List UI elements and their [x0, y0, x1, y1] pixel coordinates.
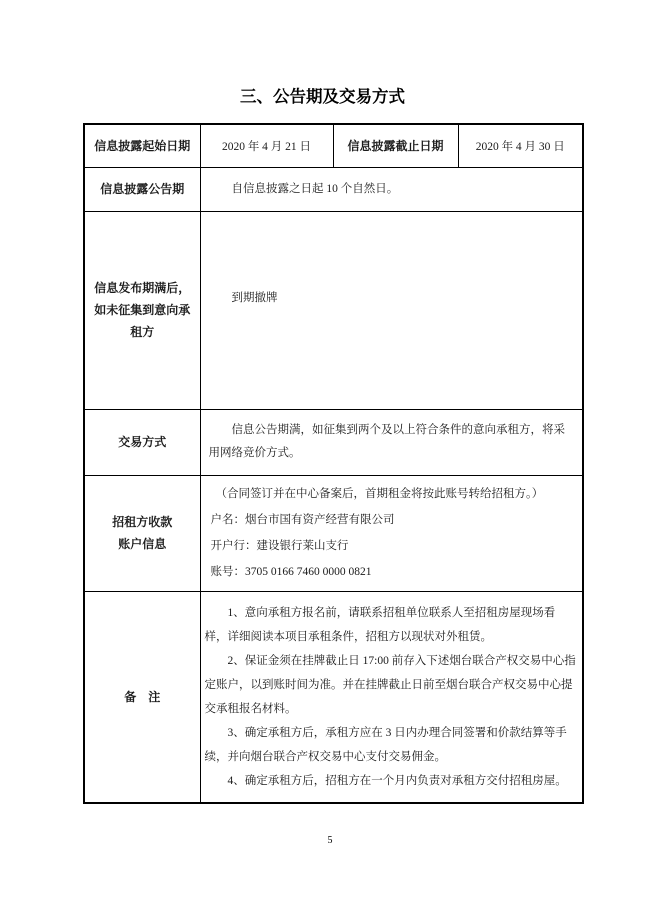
no-tenant-row: [84, 211, 583, 409]
announcement-period-value-cell: [200, 167, 583, 211]
no-tenant-value: 到期撤牌: [231, 291, 278, 304]
disclosure-end-label-cell: 信息披露截止日期: [333, 124, 458, 167]
page-title: 三、公告期及交易方式: [240, 87, 405, 106]
remarks-paragraphs: 1、意向承租方报名前，请联系招租单位联系人至招租房屋现场看样，详细阅读本项目承租条件，招租方以现状对外租赁。 2、保证金须在挂牌截止日 17:00 前存入下述烟台联合产权交易中心指定账户，以到账时间为准。并在挂牌截止日前至烟台联合产权交易中心提交承租报名材料。 3、确定承租方后，承租方应在 3 日内办理合同签署和价款结算等手续，并向烟台联合产权交易中心支付交易佣金。 4、确定承租方后，招租方在一个月内负责对承租方交付招租房屋。: [204, 606, 576, 787]
no-tenant-label-cell: 信息发布期满后， 如未征集到意向承 租方: [84, 211, 200, 409]
remarks-row: [84, 591, 583, 803]
disclosure-start-value-cell: 2020 年 4 月 21 日: [200, 124, 333, 167]
disclosure-start-label-cell: 信息披露起始日期: [84, 124, 200, 167]
announcement-period-value: 自信息披露之日起 10 个自然日。: [231, 182, 399, 195]
transaction-method-value: 信息公告期满，如征集到两个及以上符合条件的意向承租方，将采用网络竞价方式。: [208, 424, 565, 459]
payee-account-value-cell: [200, 475, 583, 591]
page-number: 5: [327, 835, 333, 846]
transaction-method-label-cell: 交易方式: [84, 409, 200, 475]
payee-account-row: [84, 475, 583, 591]
transaction-method-row: [84, 409, 583, 475]
announcement-period-row: [84, 167, 583, 211]
remarks-value-cell: [200, 591, 583, 803]
payee-account-details: （合同签订并在中心备案后，首期租金将按此账号转给招租方。） 户名：烟台市国有资产经营有限公司 开户行：建设银行莱山支行 账号：3705 0166 7460 0000 0821: [210, 488, 544, 578]
remarks-label-cell: 备 注: [84, 591, 200, 803]
no-tenant-value-cell: [200, 211, 583, 409]
transaction-method-value-cell: [200, 409, 583, 475]
disclosure-end-value-cell: 2020 年 4 月 30 日: [458, 124, 583, 167]
announcement-table: [83, 123, 584, 804]
payee-account-label-cell: 招租方收款 账户信息: [84, 475, 200, 591]
disclosure-dates-row: [84, 124, 583, 167]
announcement-period-label-cell: 信息披露公告期: [84, 167, 200, 211]
